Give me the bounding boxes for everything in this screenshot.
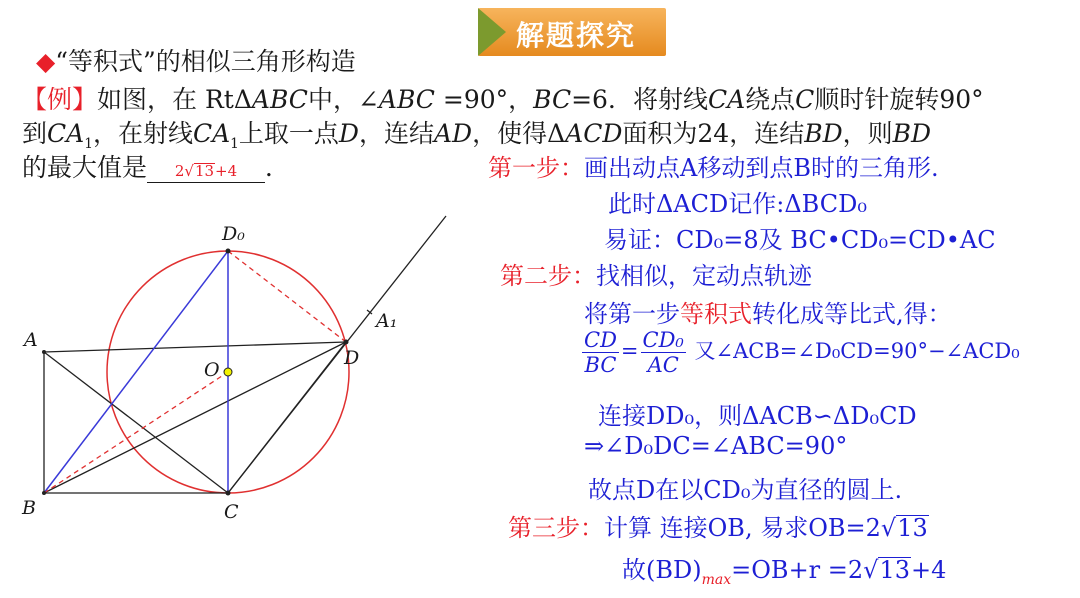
point-b — [42, 491, 46, 495]
answer-value: 2√13+4 — [174, 162, 238, 180]
problem-line-2: 到$CA_1$，在射线$CA_1$上取一点D，连结AD，使得ΔACD面积为24，连结BD，则BD — [22, 119, 932, 152]
point-d0 — [226, 249, 231, 254]
section-title-text: “等积式”的相似三角形构造 — [55, 47, 356, 76]
problem-line-1: 【例】如图，在 RtΔABC中，∠ABC =90°，BC=6．将射线CA绕点C顺时针旋转90° — [22, 85, 984, 114]
segment-bo-dashed — [44, 372, 228, 493]
segment-bd — [44, 342, 346, 493]
segment-ad — [44, 342, 346, 352]
step-2-text: 找相似，定动点轨迹 — [596, 262, 812, 290]
label-a: A — [24, 329, 38, 351]
final-answer: 故$(BD)_{max}=OB+r =2√13+4$ — [622, 556, 947, 588]
fraction-cd0-ac: $\frac{\text{CD₀}}{AC}$ — [642, 328, 684, 378]
step-3-label: 第三步： — [508, 514, 604, 542]
answer-blank — [147, 153, 265, 183]
ratio-equation: $\frac{CD}{BC}$ = $\frac{\text{CD₀}}{AC}$ 又∠ACB=∠D₀CD=90°−∠ACD₀ — [584, 328, 1020, 378]
point-a — [42, 350, 46, 354]
title-badge — [478, 8, 666, 56]
angle-equation: 又∠ACB=∠D₀CD=90°−∠ACD₀ — [694, 339, 1020, 364]
badge-label: 解题探究 — [516, 19, 637, 52]
geometry-diagram — [0, 200, 460, 530]
point-c — [226, 491, 231, 496]
segment-d0d-dashed — [228, 251, 346, 342]
step-2-label: 第二步： — [500, 262, 596, 290]
fraction-cd-bc: $\frac{CD}{BC}$ — [584, 328, 617, 378]
label-c: C — [224, 501, 239, 523]
label-d: D — [344, 347, 360, 369]
diamond-bullet-icon: ◆ — [36, 47, 56, 76]
step-1-proof: 易证：CD₀=8及 BC•CD₀=CD•AC — [604, 226, 996, 254]
similar-triangles: 连接DD₀，则ΔACB∽ΔD₀CD — [598, 402, 917, 430]
badge-arrow-icon — [478, 8, 506, 56]
label-o: O — [204, 359, 220, 381]
point-o — [224, 368, 232, 376]
step-2-intro: 将第一步等积式转化成等比式,得： — [584, 300, 952, 328]
right-angle-result: ⇒∠D₀DC=∠ABC=90° — [584, 432, 848, 460]
label-d0: D₀ — [222, 223, 245, 245]
label-a1: A₁ — [376, 310, 398, 332]
step-1-text: 画出动点A移动到点B时的三角形. — [584, 154, 939, 182]
step-1-label: 第一步： — [488, 154, 584, 182]
section-title — [36, 42, 356, 78]
label-b: B — [22, 497, 36, 519]
circle-conclusion: 故点D在以CD₀为直径的圆上. — [588, 476, 903, 504]
step-3-line: 第三步：计算 连接OB, 易求OB=2√13 — [508, 514, 928, 542]
segment-bd0 — [44, 251, 228, 493]
segment-cd — [228, 342, 346, 493]
step-1-note: 此时ΔACD记作:ΔBCD₀ — [608, 190, 867, 218]
point-d — [344, 340, 349, 345]
step-1-line — [488, 148, 939, 183]
example-tag: 【例】 — [22, 85, 98, 114]
step-2-line — [500, 256, 812, 291]
problem-line-3: 的最大值是 2√13+4 ． — [22, 153, 291, 182]
